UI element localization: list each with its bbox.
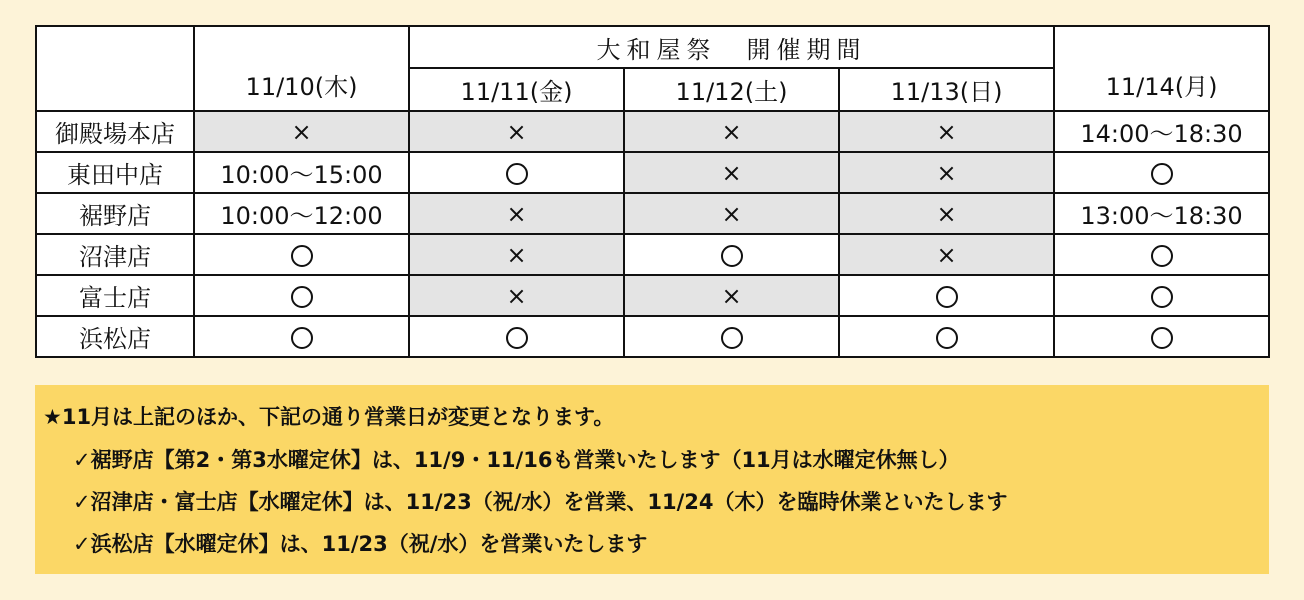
- table-row: [36, 152, 1269, 193]
- open-circle-icon: [1151, 163, 1173, 185]
- store-name: 富士店: [36, 275, 194, 316]
- open-cell: [624, 316, 839, 357]
- closed-cell: ×: [839, 152, 1054, 193]
- open-circle-icon: [506, 327, 528, 349]
- closed-cell: ×: [409, 193, 624, 234]
- open-cell: [624, 234, 839, 275]
- store-name: 御殿場本店: [36, 111, 194, 152]
- table-row: [36, 316, 1269, 357]
- closed-cell: ×: [624, 152, 839, 193]
- hours-cell: 10:00～15:00: [194, 152, 409, 193]
- open-cell: [1054, 234, 1269, 275]
- notice-item-hamamatsu: ✓浜松店【水曜定休】は、11/23（祝/水）を営業いたします: [73, 532, 648, 556]
- open-circle-icon: [721, 245, 743, 267]
- table-corner-cell: [36, 26, 194, 111]
- business-hours-table: [35, 25, 1270, 358]
- notice-item-susono: ✓裾野店【第2・第3水曜定休】は、11/9・11/16も営業いたします（11月は水曜定休無し）: [73, 448, 960, 472]
- closed-cell: ×: [839, 193, 1054, 234]
- closed-cell: ×: [409, 234, 624, 275]
- table-row: [36, 193, 1269, 234]
- hours-cell: 14:00～18:30: [1054, 111, 1269, 152]
- date-header-1112: 11/12(土): [624, 68, 839, 111]
- closed-cell: ×: [839, 111, 1054, 152]
- store-name: 東田中店: [36, 152, 194, 193]
- table-row: [36, 111, 1269, 152]
- closed-cell: ×: [624, 111, 839, 152]
- open-cell: [1054, 275, 1269, 316]
- closed-cell: ×: [624, 193, 839, 234]
- open-cell: [409, 316, 624, 357]
- closed-cell: ×: [194, 111, 409, 152]
- hours-cell: 10:00～12:00: [194, 193, 409, 234]
- open-circle-icon: [291, 286, 313, 308]
- open-circle-icon: [721, 327, 743, 349]
- table-row: [36, 275, 1269, 316]
- store-name: 裾野店: [36, 193, 194, 234]
- table-row: [36, 234, 1269, 275]
- open-circle-icon: [936, 327, 958, 349]
- festival-period-title: 大和屋祭 開催期間: [409, 26, 1054, 68]
- open-cell: [839, 316, 1054, 357]
- open-cell: [194, 234, 409, 275]
- open-cell: [839, 275, 1054, 316]
- open-cell: [194, 275, 409, 316]
- notice-heading: ★11月は上記のほか、下記の通り営業日が変更となります。: [43, 405, 615, 429]
- open-cell: [1054, 152, 1269, 193]
- open-circle-icon: [1151, 286, 1173, 308]
- open-cell: [194, 316, 409, 357]
- closed-cell: ×: [409, 111, 624, 152]
- open-circle-icon: [936, 286, 958, 308]
- date-header-1111: 11/11(金): [409, 68, 624, 111]
- schedule-body: [36, 111, 1269, 357]
- closed-cell: ×: [409, 275, 624, 316]
- closed-cell: ×: [624, 275, 839, 316]
- date-header-1113: 11/13(日): [839, 68, 1054, 111]
- date-header-1114: 11/14(月): [1054, 26, 1269, 111]
- notice-box: [35, 385, 1269, 574]
- open-cell: [1054, 316, 1269, 357]
- notice-item-numazu-fuji: ✓沼津店・富士店【水曜定休】は、11/23（祝/水）を営業、11/24（木）を臨時休業といたします: [73, 490, 1008, 514]
- open-circle-icon: [1151, 245, 1173, 267]
- open-circle-icon: [291, 327, 313, 349]
- open-circle-icon: [506, 163, 528, 185]
- store-name: 浜松店: [36, 316, 194, 357]
- hours-cell: 13:00～18:30: [1054, 193, 1269, 234]
- closed-cell: ×: [839, 234, 1054, 275]
- open-cell: [409, 152, 624, 193]
- date-header-1110: 11/10(木): [194, 26, 409, 111]
- open-circle-icon: [1151, 327, 1173, 349]
- open-circle-icon: [291, 245, 313, 267]
- store-name: 沼津店: [36, 234, 194, 275]
